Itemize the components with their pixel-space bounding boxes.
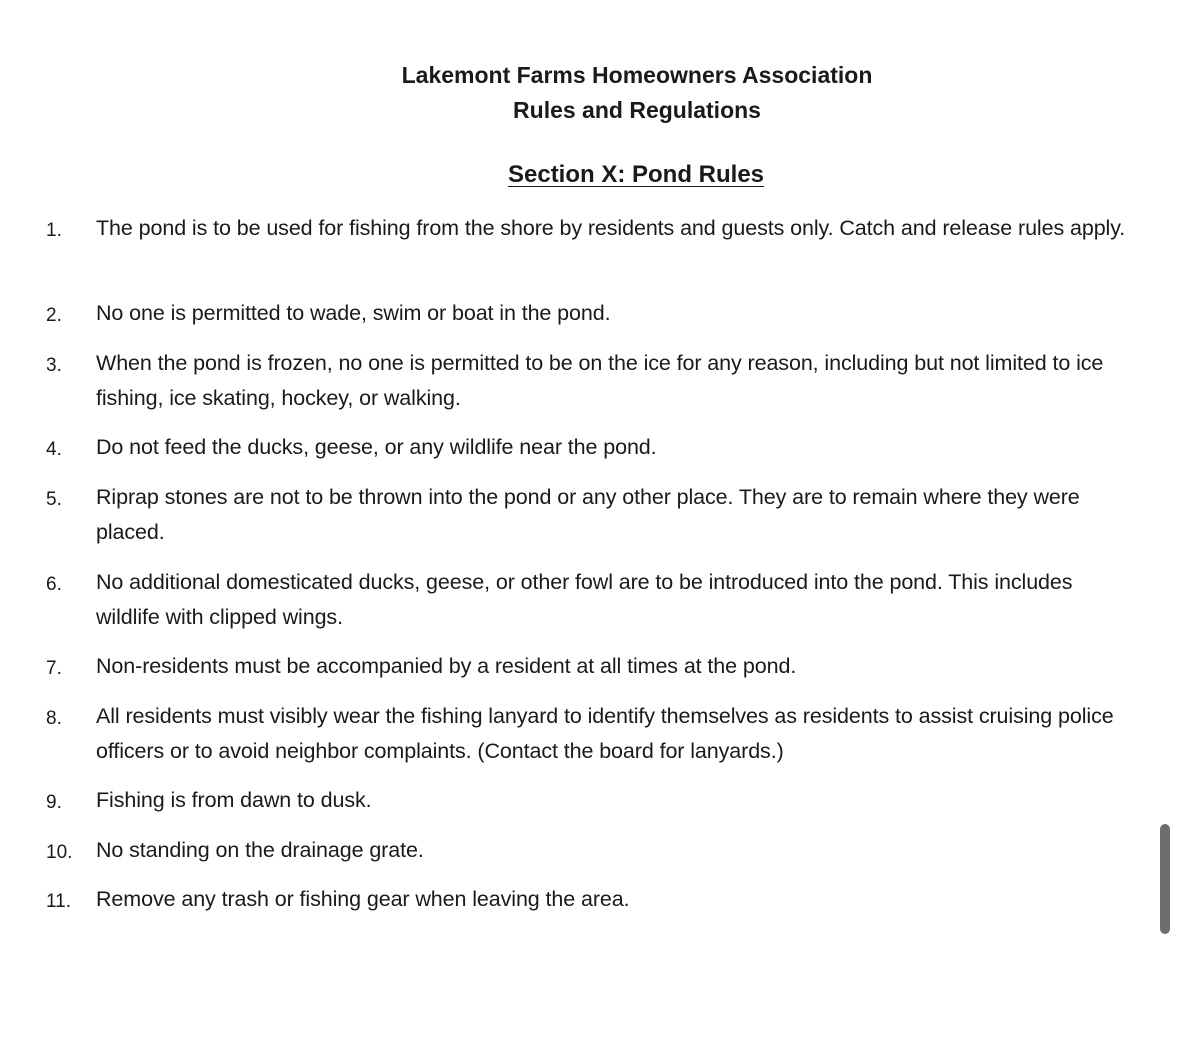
association-name: Lakemont Farms Homeowners Association bbox=[401, 62, 873, 88]
rule-number: 9. bbox=[46, 792, 62, 813]
rule-text: The pond is to be used for fishing from the shore by residents and guests only. Catch and release rules apply. bbox=[96, 216, 1126, 240]
document-title: Rules and Regulations bbox=[513, 97, 761, 123]
rule-number: 4. bbox=[46, 439, 62, 460]
rule-number: 3. bbox=[46, 355, 62, 376]
rule-text: No additional domesticated ducks, geese, or other fowl are to be introduced into the pond. This includes wildlife with clipped wings. bbox=[96, 570, 1073, 629]
rule-number: 1. bbox=[46, 220, 62, 241]
rule-text: Do not feed the ducks, geese, or any wildlife near the pond. bbox=[96, 435, 657, 459]
rule-text: All residents must visibly wear the fishing lanyard to identify themselves as residents to assist cruising police officers or to avoid neighbor complaints. (Contact the board for lanyards.) bbox=[96, 704, 1114, 763]
rule-text: No one is permitted to wade, swim or boat in the pond. bbox=[96, 301, 611, 325]
rule-number: 7. bbox=[46, 658, 62, 679]
rule-number: 6. bbox=[46, 574, 62, 595]
section-title: Section X: Pond Rules bbox=[507, 161, 765, 188]
rule-text: Riprap stones are not to be thrown into the pond or any other place. They are to remain where they were placed. bbox=[96, 485, 1080, 544]
rule-number: 10. bbox=[46, 842, 73, 863]
rule-number: 2. bbox=[46, 305, 62, 326]
rule-text: Fishing is from dawn to dusk. bbox=[96, 788, 372, 812]
rule-number: 5. bbox=[46, 489, 62, 510]
rule-text: Remove any trash or fishing gear when leaving the area. bbox=[96, 887, 630, 911]
vertical-scrollbar[interactable] bbox=[1160, 824, 1170, 934]
rule-number: 8. bbox=[46, 708, 62, 729]
rule-text: No standing on the drainage grate. bbox=[96, 838, 424, 862]
rule-number: 11. bbox=[46, 891, 72, 912]
rule-text: When the pond is frozen, no one is permitted to be on the ice for any reason, including but not limited to ice fishing, ice skating, hockey, or walking. bbox=[96, 351, 1104, 410]
rule-text: Non-residents must be accompanied by a resident at all times at the pond. bbox=[96, 654, 797, 678]
